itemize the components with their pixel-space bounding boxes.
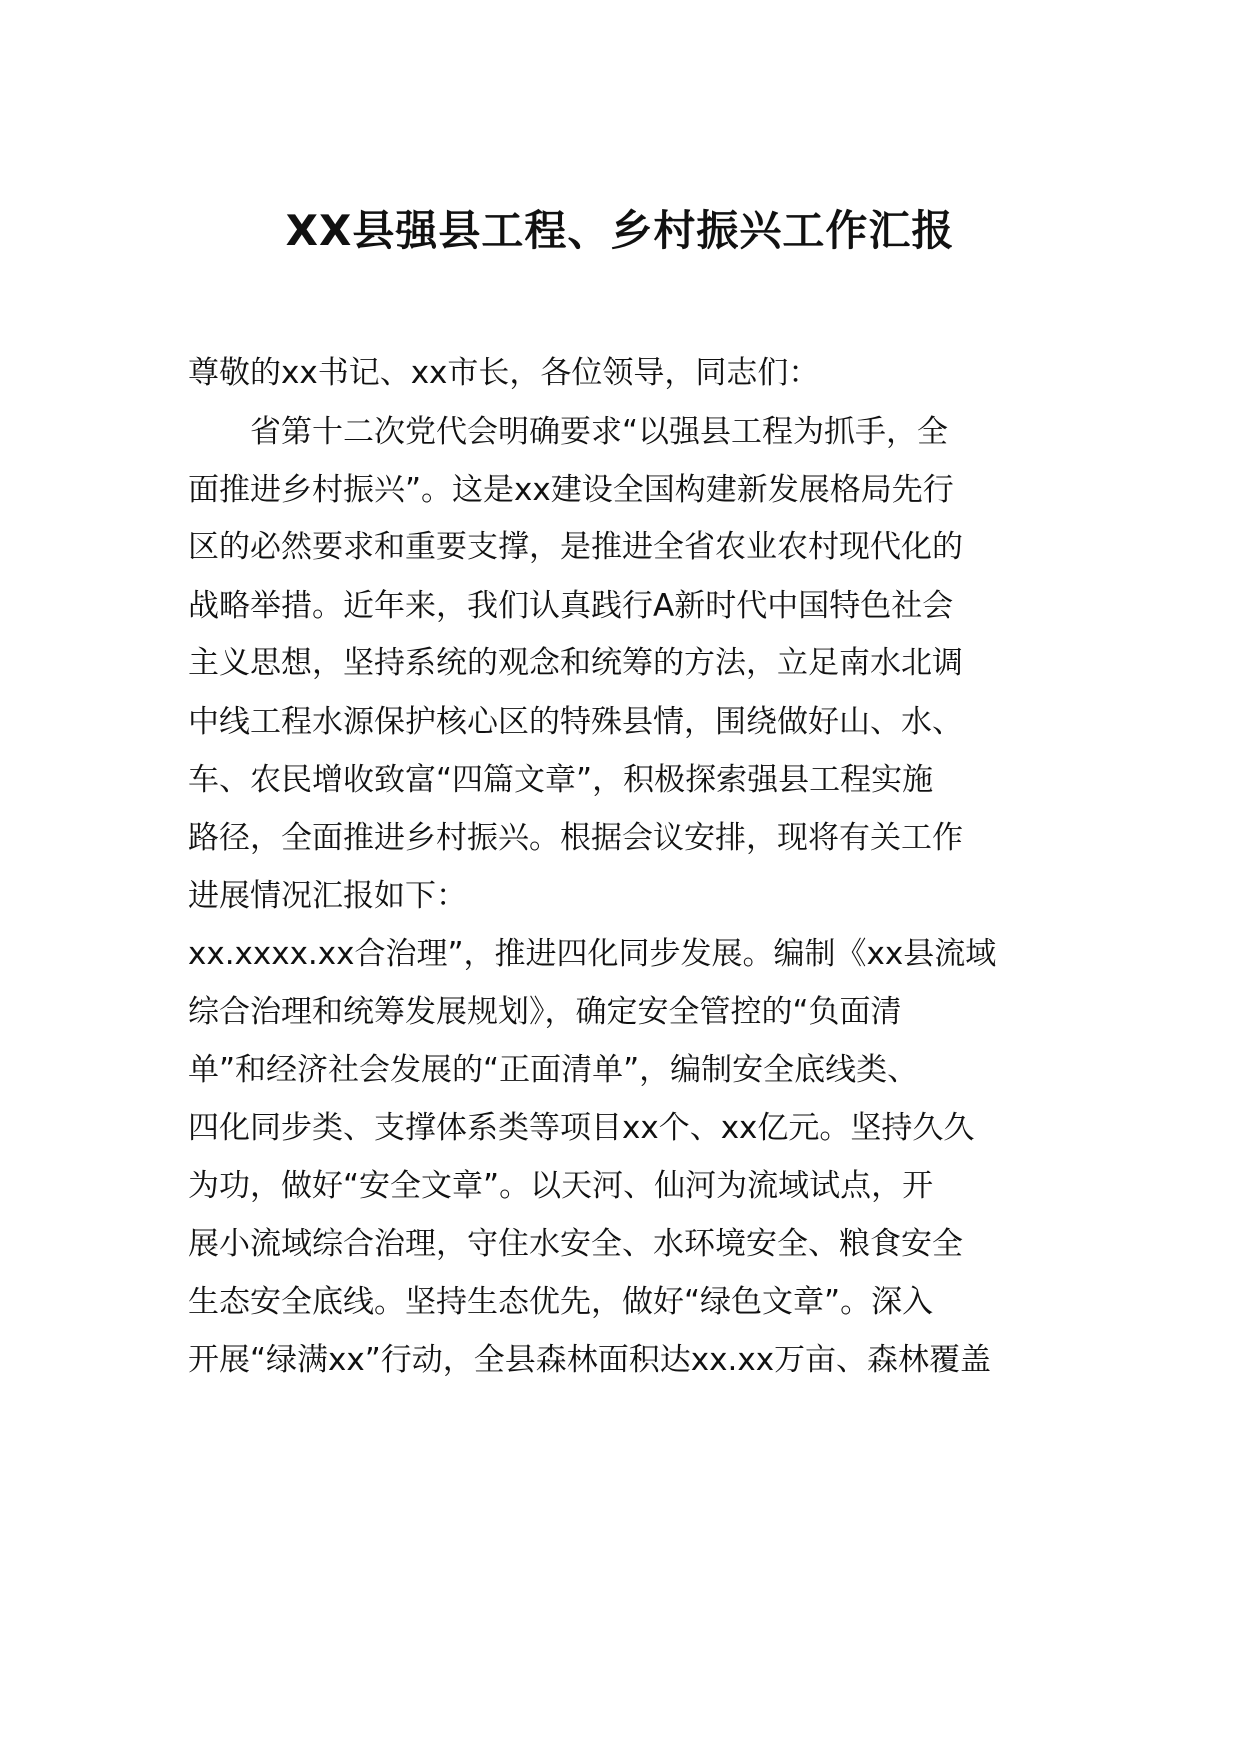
body-line: 主义思想，坚持系统的观念和统筹的方法，立足南水北调	[188, 645, 963, 681]
body-line: 区的必然要求和重要支撑，是推进全省农业农村现代化的	[188, 529, 963, 565]
body-line: 四化同步类、支撑体系类等项目xx个、xx亿元。坚持久久	[188, 1110, 975, 1146]
body-line: 省第十二次党代会明确要求“以强县工程为抓手，全	[250, 414, 949, 450]
body-line: 综合治理和统筹发展规划》，确定安全管控的“负面清	[188, 994, 902, 1030]
document-title: XX县强县工程、乡村振兴工作汇报	[285, 206, 955, 255]
body-line: 路径，全面推进乡村振兴。根据会议安排，现将有关工作	[188, 820, 963, 856]
body-line: 为功，做好“安全文章”。以天河、仙河为流域试点，开	[188, 1168, 934, 1204]
body-line: 尊敬的xx书记、xx市长，各位领导，同志们：	[188, 355, 820, 391]
body-line: 中线工程水源保护核心区的特殊县情，围绕做好山、水、	[188, 704, 963, 740]
body-line: 车、农民增收致富“四篇文章”，积极探索强县工程实施	[188, 762, 934, 798]
body-line: xx.xxxx.xx合治理”，推进四化同步发展。编制《xx县流域	[188, 936, 997, 972]
body-line: 开展“绿满xx”行动，全县森林面积达xx.xx万亩、森林覆盖	[188, 1342, 992, 1378]
body-line: 生态安全底线。坚持生态优先，做好“绿色文章”。深入	[188, 1284, 934, 1320]
body-line: 展小流域综合治理，守住水安全、水环境安全、粮食安全	[188, 1226, 963, 1262]
body-line: 面推进乡村振兴”。这是xx建设全国构建新发展格局先行	[188, 472, 954, 508]
body-line: 进展情况汇报如下：	[188, 878, 467, 914]
body-line: 战略举措。近年来，我们认真践行A新时代中国特色社会	[188, 588, 954, 624]
body-line: 单”和经济社会发展的“正面清单”，编制安全底线类、	[188, 1052, 919, 1088]
